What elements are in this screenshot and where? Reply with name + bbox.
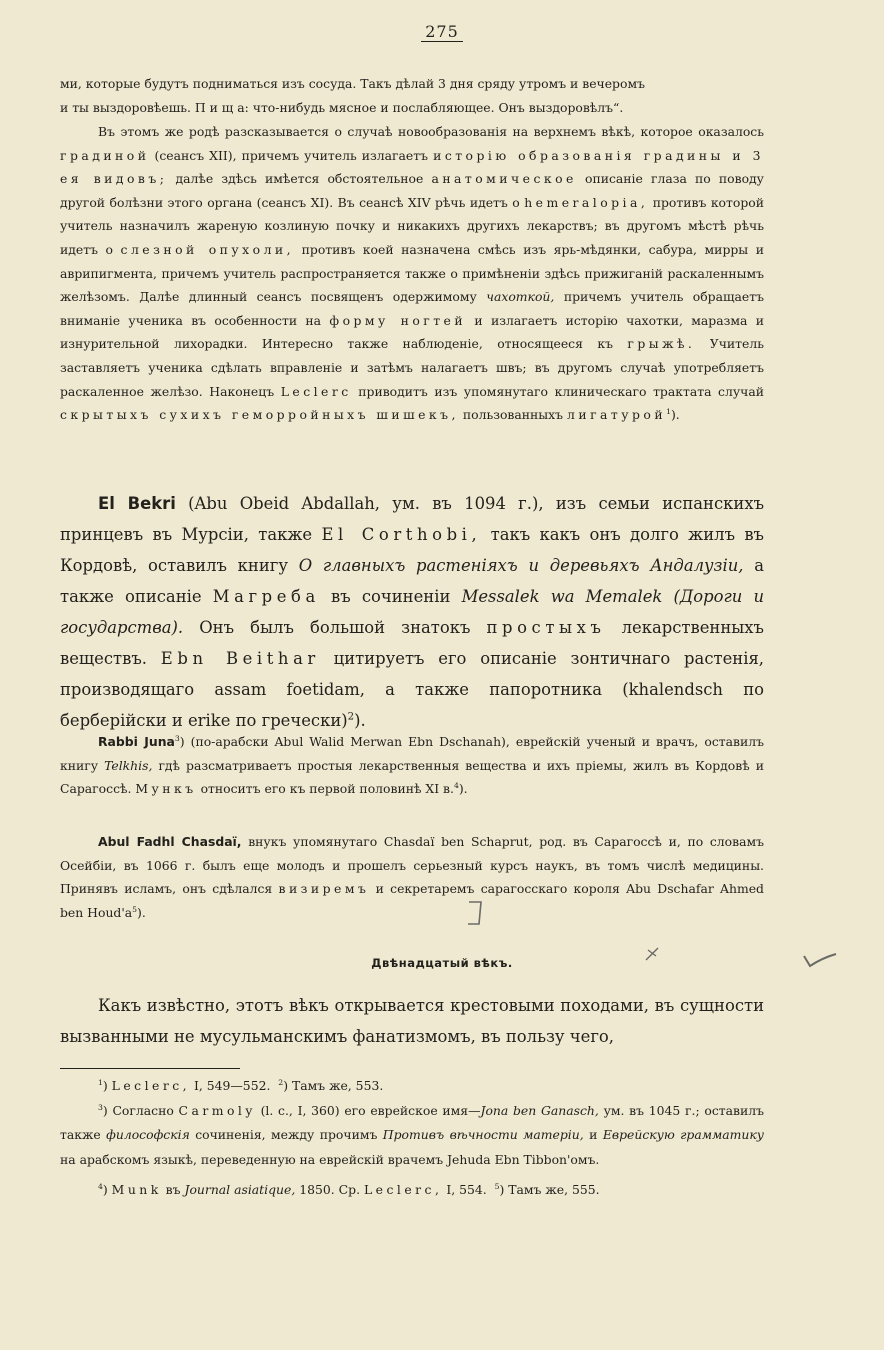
paragraph-rabbi-juna: Rabbi Juna$^3$) (по-арабски Abul Walid Merwan Ebn Dschanah), еврейскій ученый и врачъ, оставилъ книгу Telkhis, гдѣ разсматриваетъ простыя лекарственныя вещества и ихъ пріемы, жилъ въ Кордовѣ и Сарагоссѣ. Мункъ относитъ его къ первой половинѣ XI в.$^4$). — [60, 733, 764, 797]
person-name: Abul Fadhl Chasdaï, — [98, 834, 242, 849]
person-name: El Bekri — [98, 494, 176, 513]
paragraph-twelfth-century: Какъ извѣстно, этотъ вѣкъ открывается крестовыми походами, въ сущности вызванными не мусульманскимъ фанатизмомъ, въ пользу чего, — [60, 996, 764, 1046]
paragraph-clinical-cases: Въ этомъ же родѣ разсказывается о случаѣ новообразованія на верхнемъ вѣкѣ, которое оказалось градиной (сеансъ XII), причемъ учитель излагаетъ исторію образованія градины и 3 ея видовъ; далѣе здѣсь имѣется обстоятельное анатомическое описаніе глаза по поводу другой болѣзни этого органа (сеансъ XI). Въ сеансѣ XIV рѣчь идетъ о hemeralopia, противъ которой учитель назначилъ жареную козлиную почку и никакихъ другихъ лекарствъ; въ другомъ мѣстѣ рѣчь идетъ о слезной опухоли, противъ коей назначена смѣсь изъ ярь-мѣдянки, сабура, мирры и аврипигмента, причемъ учитель распространяется также о примѣненіи здѣсь прижиганій раскаленнымъ желѣзомъ. Далѣе длинный сеансъ посвященъ одержимому чахоткой, причемъ учитель обращаетъ вниманіе ученика въ особенности на форму ногтей и излагаетъ исторію чахотки, маразма и изнурительной лихорадки. Интересно также наблюденіе, относящееся къ грыжѣ. Учитель заставляетъ ученика сдѣлать вправленіе и затѣмъ налагаетъ швъ; въ другомъ случаѣ употребляетъ раскаленное желѣзо. Наконецъ Leclerc приводитъ изъ упомянутаго клиническаго трактата случай скрытыхъ сухихъ геморройныхъ шишекъ, пользованныхъ лигатурой$^1$). — [60, 124, 764, 423]
bracket-mark-icon — [465, 898, 489, 928]
paragraph-el-bekri: El Bekri (Abu Obeid Abdallah, ум. въ 1094 г.), изъ семьи испанскихъ принцевъ въ Мурсіи, также El Corthobi, такъ какъ онъ долго жилъ въ Кордовѣ, оставилъ книгу О главныхъ растеніяхъ и деревьяхъ Андалузіи, а также описаніе Магреба въ сочиненіи Messalek wa Memalek (Дороги и государства). Онъ былъ большой знатокъ простыхъ лекарственныхъ веществъ. Ebn Beithar цитируетъ его описаніе зонтичнаго растенія, производящаго assam foetidam, а также папоротника (khalendsch по берберійски и erike по гречески)$^2$). — [60, 494, 765, 730]
text-line: ми, которые будутъ подниматься изъ сосуда. Такъ дѣлай 3 дня сряду утромъ и вечеромъ — [60, 76, 645, 91]
footnotes — [60, 1074, 764, 1203]
footnote-ref: 4 — [453, 781, 459, 791]
page-number: 275 — [0, 22, 884, 41]
footnote-4-5: $^4$) Munk въ Journal asiatique, 1850. Ср. Leclerc, I, 554. $^5$) Тамъ же, 555. — [98, 1181, 600, 1197]
paragraph-chasdai: Abul Fadhl Chasdaï, внукъ упомянутаго Chasdaï ben Schaprut, род. въ Сарагоссѣ и, по словамъ Осейбіи, въ 1066 г. былъ еще молодъ и прошелъ серьезный курсъ наукъ, въ томъ числѣ медицины. Принявъ исламъ, онъ сдѣлался визиремъ и секретаремъ сарагосскаго короля Abu Dschafar Ahmed ben $Houd'a^5$). — [60, 834, 764, 920]
person-name: Rabbi Juna — [98, 734, 175, 749]
footnote-1-2: $^1$) Leclerc, I, 549—552. $^2$) Тамъ же, 553. — [98, 1077, 384, 1093]
footnote-ref: 5 — [132, 904, 138, 914]
pencil-cross-mark-icon — [640, 942, 664, 966]
pencil-checkmark-icon — [800, 948, 840, 972]
section-heading: Двѣнадцатый вѣкъ. — [371, 956, 513, 970]
footnote-3: $^3$) Согласно Carmoly (l. c., I, 360) его еврейское имя—Jona ben Ganasch, ум. въ 1045 г.; оставилъ также философскія сочиненія, между прочимъ Противъ вѣчности матеріи, и Еврейскую грамматику на арабскомъ языкѣ, переведенную на еврейскій врачемъ Jehuda Ebn Tibbon'омъ. — [60, 1102, 764, 1167]
footnote-ref: 3 — [174, 733, 180, 743]
text-line: и ты выздоровѣешь. П и щ а: что-нибудь мясное и послабляющее. Онъ выздоровѣлъ“. — [60, 99, 624, 115]
paragraph-continuation — [60, 72, 764, 119]
footnote-ref: 1 — [666, 407, 671, 416]
footnote-ref: 2 — [347, 711, 355, 723]
footnote-divider — [60, 1068, 240, 1069]
